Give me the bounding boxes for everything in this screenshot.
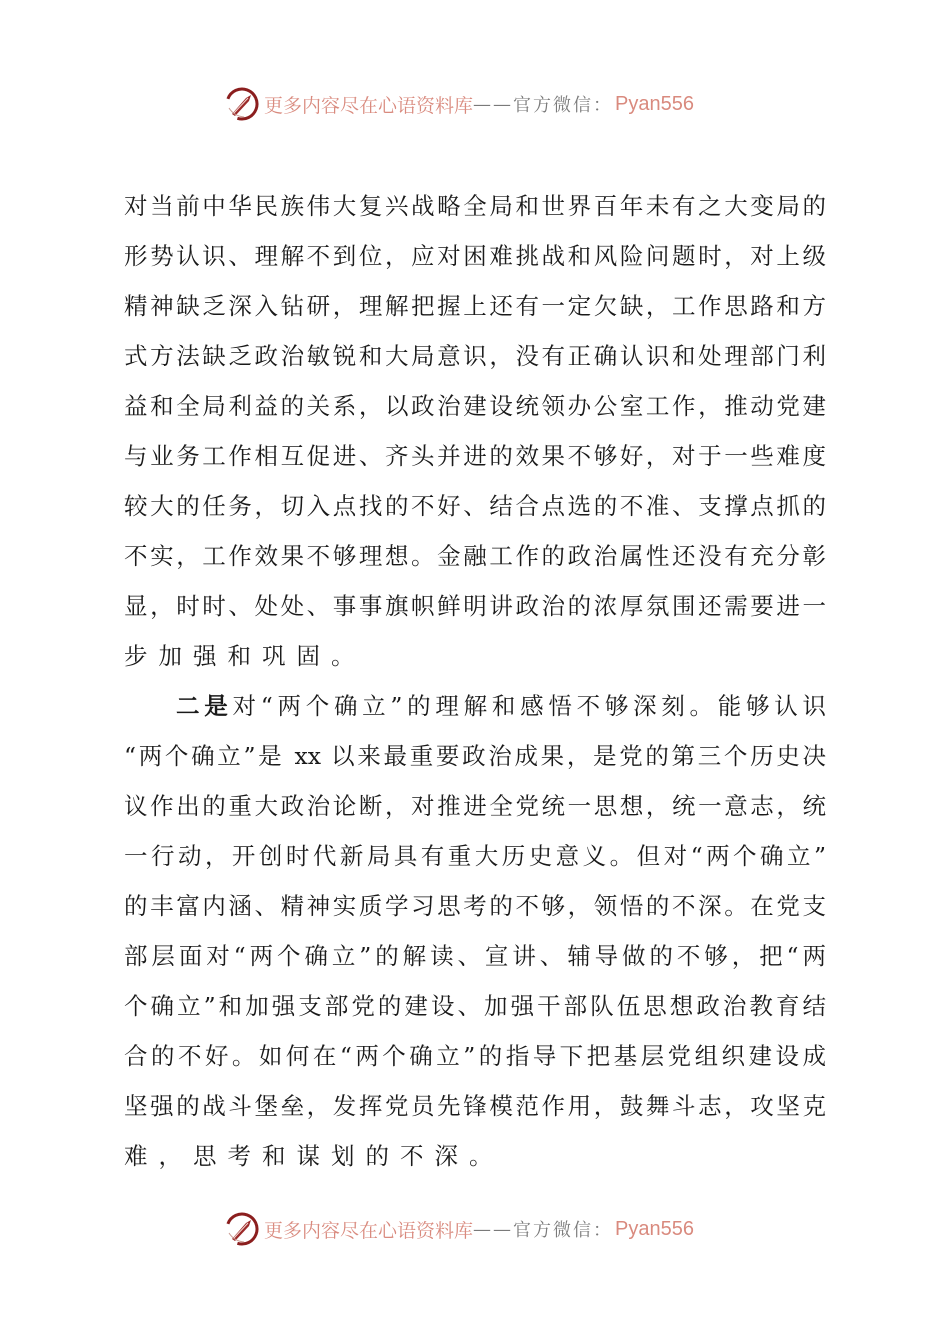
watermark-contact-label: 官方微信： xyxy=(513,1220,614,1241)
text-line: 形势认识、理解不到位，应对困难挑战和风险问题时，对上级 xyxy=(124,242,826,270)
text-line: 部层面对“两个确立”的解读、宣讲、辅导做的不够，把“两 xyxy=(124,942,826,970)
paragraph-2 xyxy=(124,681,826,1181)
watermark-contact-id: Pyan556 xyxy=(615,92,694,115)
watermark-site-text: 更多内容尽在心语资料库 xyxy=(264,1219,474,1242)
watermark-dash: —— xyxy=(473,93,514,115)
text-line: 难，思考和谋划的不深。 xyxy=(124,1142,504,1170)
text-line: 益和全局利益的关系，以政治建设统领办公室工作，推动党建 xyxy=(124,392,826,420)
footer-watermark xyxy=(224,1209,744,1249)
paragraph-1 xyxy=(124,181,826,681)
text-line: 步加强和巩固。 xyxy=(124,642,366,670)
text-line: 个确立”和加强支部党的建设、加强干部队伍思想政治教育结 xyxy=(124,992,826,1020)
text-line: 较大的任务，切入点找的不好、结合点选的不准、支撑点抓的 xyxy=(124,492,826,520)
text-line: 精神缺乏深入钻研，理解把握上还有一定欠缺，工作思路和方 xyxy=(124,292,826,320)
watermark-site-text: 更多内容尽在心语资料库 xyxy=(264,94,474,117)
paragraph-lead-label: 二是 xyxy=(176,692,233,720)
text-line: 合的不好。如何在“两个确立”的指导下把基层党组织建设成 xyxy=(124,1042,826,1070)
watermark-dash: —— xyxy=(473,1218,514,1240)
text-line: 议作出的重大政治论断，对推进全党统一思想，统一意志，统 xyxy=(124,792,826,820)
text-line: 对当前中华民族伟大复兴战略全局和世界百年未有之大变局的 xyxy=(124,192,826,220)
text-line: 与业务工作相互促进、齐头并进的效果不够好，对于一些难度 xyxy=(124,442,826,470)
text-line: 坚强的战斗堡垒，发挥党员先锋模范作用，鼓舞斗志，攻坚克 xyxy=(124,1092,826,1120)
text-line: 的丰富内涵、精神实质学习思考的不够，领悟的不深。在党支 xyxy=(124,892,826,920)
document-body xyxy=(124,181,826,1181)
text-line: 不实，工作效果不够理想。金融工作的政治属性还没有充分彰 xyxy=(124,542,826,570)
watermark-contact-id: Pyan556 xyxy=(615,1217,694,1240)
text-line: 一行动，开创时代新局具有重大历史意义。但对“两个确立” xyxy=(124,842,826,870)
text-line: 显，时时、处处、事事旗帜鲜明讲政治的浓厚氛围还需要进一 xyxy=(124,592,826,620)
text-line: “两个确立”是 xx 以来最重要政治成果，是党的第三个历史决 xyxy=(124,742,826,770)
watermark-contact-label: 官方微信： xyxy=(513,95,614,116)
quill-pen-logo-icon xyxy=(224,86,260,122)
header-watermark xyxy=(224,84,744,124)
text-line-lead xyxy=(124,681,826,731)
text-line-content: 对“两个确立”的理解和感悟不够深刻。能够认识 xyxy=(232,692,827,720)
quill-pen-logo-icon xyxy=(224,1211,260,1247)
text-line: 式方法缺乏政治敏锐和大局意识，没有正确认识和处理部门利 xyxy=(124,342,826,370)
